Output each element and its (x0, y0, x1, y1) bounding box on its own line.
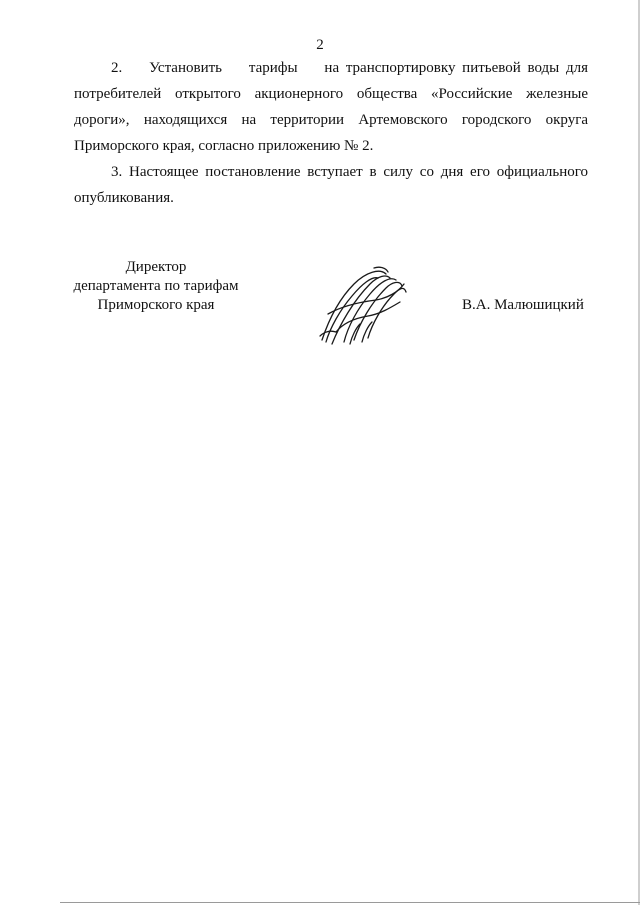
scan-edge-bottom (60, 902, 640, 903)
signer-title-line: департамента по тарифам (73, 278, 239, 294)
signer-title-line: Директор (125, 259, 187, 275)
signer-name: В.А. Малюшицкий (462, 297, 584, 313)
signature-block (0, 258, 640, 348)
signer-title (66, 258, 246, 315)
paragraph-tariff: 2. Установить тарифы на транспортировку питьевой воды для потребителей открытого акционерного общества «Российские железные дороги», находящихся на территории Артемовского городского округа Приморского края, согласно приложению № 2. (74, 60, 588, 154)
signer-title-line: Приморского края (97, 297, 215, 313)
handwritten-signature (314, 262, 414, 346)
page-number: 2 (316, 37, 324, 53)
paragraph-effective-date: 3. Настоящее постановление вступает в силу со дня его официального опубликования. (74, 164, 588, 206)
document-body (74, 55, 588, 211)
